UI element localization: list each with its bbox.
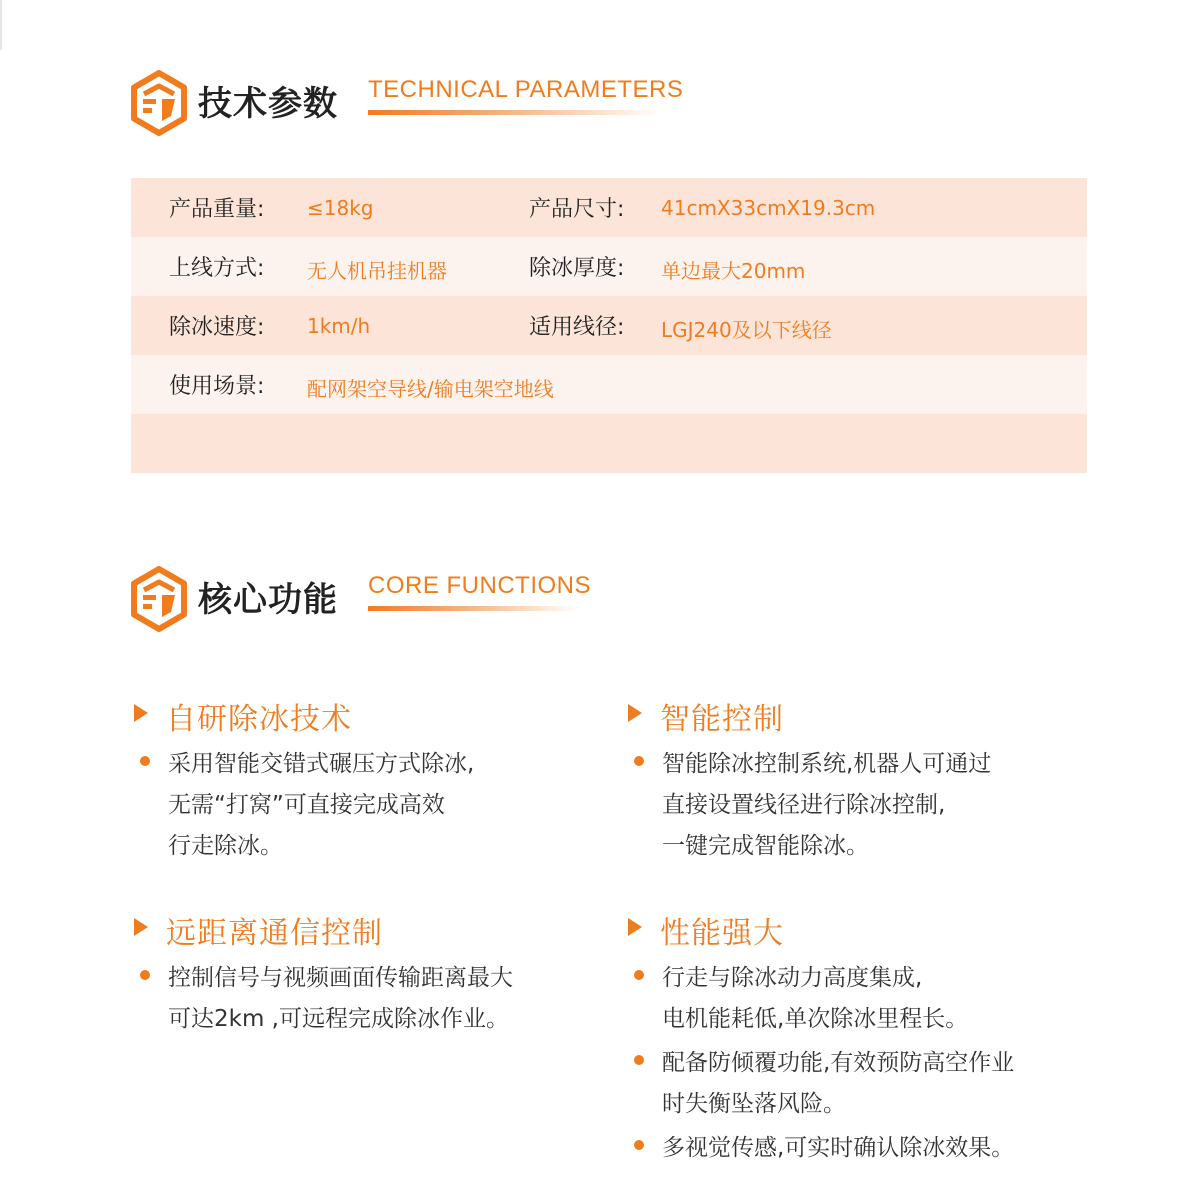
core-section-header	[130, 566, 590, 636]
feature-text: 电机能耗低,单次除冰里程长。	[662, 1006, 969, 1032]
triangle-right-icon	[134, 704, 148, 722]
spec-label: 产品重量:	[169, 197, 265, 222]
bullet-dot-icon	[634, 1140, 644, 1150]
spec-value: 配网架空导线/输电架空地线	[307, 377, 554, 401]
spec-value: 41cmX33cmX19.3cm	[661, 196, 876, 220]
spec-label: 上线方式:	[169, 256, 265, 281]
feature-text: 采用智能交错式碾压方式除冰,	[168, 751, 475, 777]
feature-item	[138, 958, 513, 1040]
feature-list	[632, 744, 991, 870]
feature-text: 控制信号与视频画面传输距离最大	[168, 965, 513, 991]
feature-item	[632, 744, 991, 867]
title-underline	[368, 606, 578, 611]
spec-value: LGJ240及以下线径	[661, 318, 832, 342]
feature-text: 配备防倾覆功能,有效预防高空作业	[662, 1050, 1015, 1076]
spec-table	[131, 178, 1087, 473]
spec-label: 产品尺寸:	[529, 197, 625, 222]
feature-item	[632, 958, 1014, 1040]
feature-text: 多视觉传感,可实时确认除冰效果。	[662, 1135, 1015, 1161]
triangle-right-icon	[628, 704, 642, 722]
section-subtitle: CORE FUNCTIONS	[368, 572, 591, 599]
feature-text: 直接设置线径进行除冰控制,	[662, 792, 946, 818]
spec-value: 单边最大20mm	[661, 259, 806, 283]
section-subtitle: TECHNICAL PARAMETERS	[368, 76, 684, 103]
left-edge-rule	[0, 0, 2, 50]
feature-title: 性能强大	[660, 916, 784, 951]
feature-text: 一键完成智能除冰。	[662, 833, 869, 859]
feature-text: 时失衡坠落风险。	[662, 1091, 846, 1117]
feature-title: 远距离通信控制	[166, 916, 383, 951]
feature-text: 可达2km ,可远程完成除冰作业。	[168, 1006, 509, 1032]
feature-text: 行走与除冰动力高度集成,	[662, 965, 923, 991]
bullet-dot-icon	[634, 756, 644, 766]
feature-text: 无需“打窝”可直接完成高效	[168, 792, 445, 818]
spec-row	[131, 237, 1087, 296]
spec-row	[131, 296, 1087, 355]
title-underline	[368, 110, 660, 115]
hexagon-box-icon	[130, 70, 188, 136]
feature-text: 智能除冰控制系统,机器人可通过	[662, 751, 992, 777]
spec-row-empty	[131, 414, 1087, 473]
feature-list	[138, 744, 474, 870]
spec-row	[131, 178, 1087, 237]
spec-value: ≤18kg	[307, 196, 374, 220]
triangle-right-icon	[134, 918, 148, 936]
spec-label: 使用场景:	[169, 374, 265, 399]
spec-row	[131, 355, 1087, 414]
bullet-dot-icon	[634, 1055, 644, 1065]
bullet-dot-icon	[634, 970, 644, 980]
technical-section-header	[130, 70, 684, 140]
feature-list	[138, 958, 513, 1043]
spec-value: 1km/h	[307, 314, 371, 338]
feature-item	[138, 744, 474, 867]
spec-label: 适用线径:	[529, 315, 625, 340]
feature-item	[632, 1128, 1014, 1169]
spec-label: 除冰厚度:	[529, 256, 625, 281]
feature-title: 自研除冰技术	[166, 702, 352, 737]
triangle-right-icon	[628, 918, 642, 936]
spec-value: 无人机吊挂机器	[307, 259, 447, 283]
section-title: 技术参数	[198, 84, 338, 124]
spec-label: 除冰速度:	[169, 315, 265, 340]
bullet-dot-icon	[140, 970, 150, 980]
feature-item	[632, 1043, 1014, 1125]
feature-title: 智能控制	[660, 702, 784, 737]
section-title: 核心功能	[198, 580, 338, 620]
feature-list	[632, 958, 1014, 1172]
bullet-dot-icon	[140, 756, 150, 766]
feature-text: 行走除冰。	[168, 833, 283, 859]
hexagon-box-icon	[130, 566, 188, 632]
